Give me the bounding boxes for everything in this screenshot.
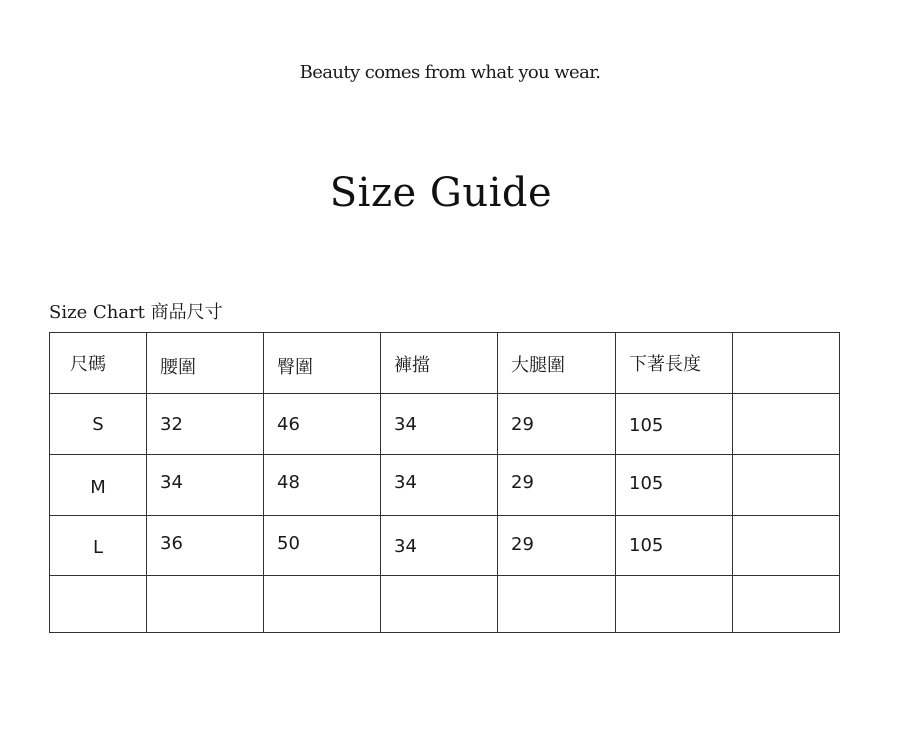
page-title: Size Guide [329,170,553,216]
cell-hip: 46 [264,394,381,455]
header-cell-size: 尺碼 [50,333,147,394]
cell-empty [147,576,264,633]
header-cell-thigh: 大腿圍 [498,333,616,394]
cell-length: 105 [616,455,733,516]
cell-empty [50,576,147,633]
cell-waist: 36 [147,516,264,576]
cell-empty [498,576,616,633]
table-row [50,516,840,576]
table-row [50,394,840,455]
header-cell-hip: 臀圍 [264,333,381,394]
cell-empty [381,576,498,633]
cell-empty [264,576,381,633]
cell-size: S [50,394,147,455]
table-header-row [50,333,840,394]
table-row [50,455,840,516]
header-cell-waist: 腰圍 [147,333,264,394]
cell-crotch: 34 [381,394,498,455]
cell-empty [733,576,840,633]
table-row [50,576,840,633]
cell-thigh: 29 [498,394,616,455]
size-chart-label-cn: 商品尺寸 [150,302,223,323]
cell-waist: 34 [147,455,264,516]
tagline: Beauty comes from what you wear. [299,62,601,83]
cell-hip: 48 [264,455,381,516]
size-chart-label [49,298,223,324]
cell-hip: 50 [264,516,381,576]
cell-empty [733,455,840,516]
cell-size: M [50,455,147,516]
cell-length: 105 [616,394,733,455]
cell-empty [616,576,733,633]
cell-waist: 32 [147,394,264,455]
cell-thigh: 29 [498,516,616,576]
cell-length: 105 [616,516,733,576]
header-cell-length: 下著長度 [616,333,733,394]
size-table [49,332,840,633]
cell-thigh: 29 [498,455,616,516]
cell-crotch: 34 [381,516,498,576]
cell-size: L [50,516,147,576]
size-chart-label-en: Size Chart [49,302,145,323]
header-cell-empty [733,333,840,394]
cell-empty [733,516,840,576]
cell-empty [733,394,840,455]
cell-crotch: 34 [381,455,498,516]
header-cell-crotch: 褲擋 [381,333,498,394]
